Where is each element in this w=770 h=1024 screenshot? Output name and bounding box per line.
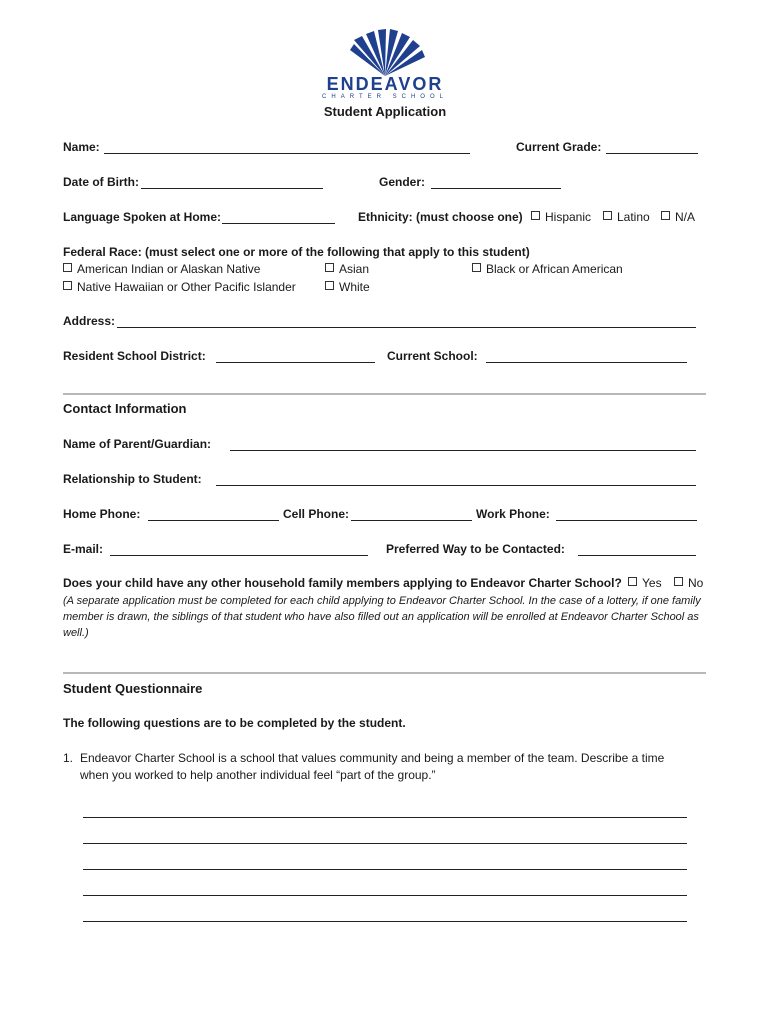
name-label: Name: <box>63 140 100 154</box>
option-label: American Indian or Alaskan Native <box>77 262 261 276</box>
home-phone-field[interactable] <box>148 520 279 521</box>
questionnaire-intro: The following questions are to be completed by the student. <box>63 716 406 730</box>
preferred-contact-label: Preferred Way to be Contacted: <box>386 542 565 556</box>
ethnicity-hispanic-option[interactable] <box>531 210 591 225</box>
parent-field[interactable] <box>230 450 696 451</box>
preferred-contact-field[interactable] <box>578 555 696 556</box>
checkbox-icon[interactable] <box>325 263 334 272</box>
address-label: Address: <box>63 314 116 328</box>
section-divider <box>63 393 706 395</box>
checkbox-icon[interactable] <box>603 211 612 220</box>
ethnicity-label: Ethnicity: (must choose one) <box>358 210 523 224</box>
option-label: White <box>339 280 370 294</box>
checkbox-icon[interactable] <box>531 211 540 220</box>
checkbox-icon[interactable] <box>325 281 334 290</box>
federal-race-label: Federal Race: (must select one or more of the following that apply to this student) <box>63 245 530 259</box>
questionnaire-heading: Student Questionnaire <box>63 681 203 696</box>
sibling-note: (A separate application must be completed for each child applying to Endeavor Charter School. In the case of a lottery, if one family member is drawn, the siblings of that student who have also filled out an application will be enrolled at Endeavor Charter School as well.) <box>63 595 701 639</box>
gender-label: Gender: <box>379 175 426 189</box>
language-label: Language Spoken at Home: <box>63 210 222 224</box>
race-option-pacific-islander[interactable] <box>63 280 296 295</box>
siblings-question: Does your child have any other household family members applying to Endeavor Charter School? <box>63 576 622 590</box>
option-label: No <box>688 576 704 590</box>
resident-district-label: Resident School District: <box>63 349 206 363</box>
current-school-label: Current School: <box>387 349 478 363</box>
answer-line[interactable] <box>83 921 687 922</box>
email-field[interactable] <box>110 555 368 556</box>
cell-phone-field[interactable] <box>351 520 472 521</box>
checkbox-icon[interactable] <box>63 281 72 290</box>
language-field[interactable] <box>222 223 335 224</box>
relationship-field[interactable] <box>216 485 696 486</box>
contact-heading: Contact Information <box>63 401 187 416</box>
resident-district-field[interactable] <box>216 362 375 363</box>
question-number: 1. <box>63 751 74 765</box>
brand-subtitle: CHARTER SCHOOL <box>322 94 448 100</box>
option-label: Latino <box>617 210 650 224</box>
sunburst-icon <box>340 28 430 78</box>
email-label: E-mail: <box>63 542 104 556</box>
address-field[interactable] <box>117 327 696 328</box>
answer-line[interactable] <box>83 869 687 870</box>
work-phone-field[interactable] <box>556 520 697 521</box>
dob-field[interactable] <box>141 188 323 189</box>
home-phone-label: Home Phone: <box>63 507 141 521</box>
option-label: Asian <box>339 262 370 276</box>
section-divider <box>63 672 706 674</box>
siblings-yes-option[interactable] <box>628 576 662 591</box>
name-field[interactable] <box>104 153 470 154</box>
race-option-white[interactable] <box>325 280 370 295</box>
option-label: Hispanic <box>545 210 592 224</box>
ethnicity-latino-option[interactable] <box>603 210 650 225</box>
race-option-black[interactable] <box>472 262 623 277</box>
parent-label: Name of Parent/Guardian: <box>63 437 212 451</box>
option-label: Black or African American <box>486 262 623 276</box>
answer-line[interactable] <box>83 843 687 844</box>
checkbox-icon[interactable] <box>628 577 637 586</box>
race-option-american-indian[interactable] <box>63 262 260 277</box>
work-phone-label: Work Phone: <box>476 507 550 521</box>
answer-line[interactable] <box>83 817 687 818</box>
current-grade-field[interactable] <box>606 153 698 154</box>
race-option-asian[interactable] <box>325 262 369 277</box>
option-label: N/A <box>675 210 696 224</box>
current-school-field[interactable] <box>486 362 687 363</box>
checkbox-icon[interactable] <box>63 263 72 272</box>
gender-field[interactable] <box>431 188 561 189</box>
dob-label: Date of Birth: <box>63 175 139 189</box>
ethnicity-na-option[interactable] <box>661 210 695 225</box>
option-label: Native Hawaiian or Other Pacific Islander <box>77 280 296 294</box>
question-1-line-2: when you worked to help another individual feel “part of the group.” <box>80 768 436 782</box>
current-grade-label: Current Grade: <box>516 140 602 154</box>
school-logo <box>340 28 430 78</box>
siblings-no-option[interactable] <box>674 576 703 591</box>
checkbox-icon[interactable] <box>472 263 481 272</box>
checkbox-icon[interactable] <box>661 211 670 220</box>
brand-name: ENDEAVOR <box>326 74 444 94</box>
option-label: Yes <box>642 576 662 590</box>
cell-phone-label: Cell Phone: <box>283 507 350 521</box>
page-title: Student Application <box>323 104 447 119</box>
relationship-label: Relationship to Student: <box>63 472 202 486</box>
answer-line[interactable] <box>83 895 687 896</box>
checkbox-icon[interactable] <box>674 577 683 586</box>
question-1-line-1: Endeavor Charter School is a school that values community and being a member of the team. Describe a time <box>80 751 665 765</box>
